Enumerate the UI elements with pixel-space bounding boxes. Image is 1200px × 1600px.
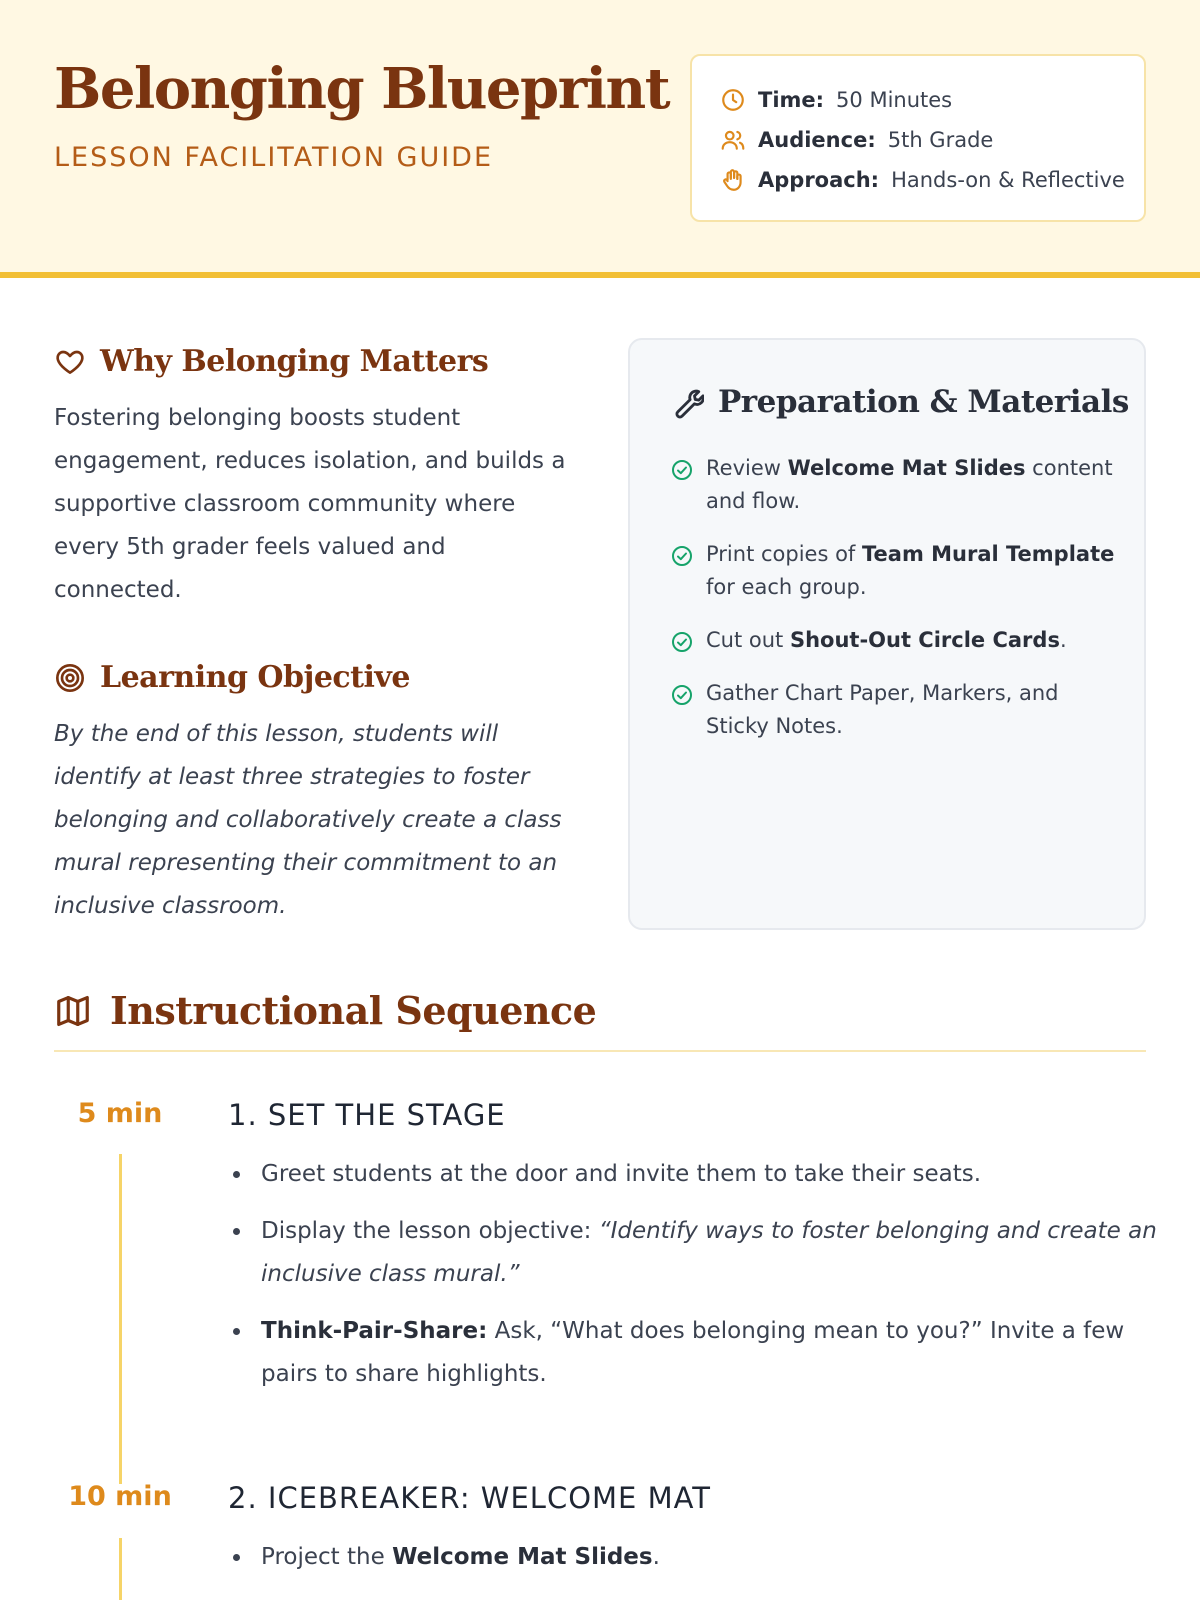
page-title: Belonging Blueprint	[54, 56, 670, 122]
check-circle-icon	[670, 458, 694, 482]
section-divider	[54, 1050, 1146, 1052]
page-subtitle: LESSON FACILITATION GUIDE	[54, 142, 494, 173]
why-text: Fostering belonging boosts student engagement, reduces isolation, and builds a supportive classroom community where every 5th grader feels valued and connected.	[54, 405, 566, 603]
step-title: 1. SET THE STAGE	[228, 1098, 506, 1132]
meta-audience	[720, 120, 1144, 160]
why-heading	[54, 344, 488, 379]
wrench-icon	[670, 385, 704, 419]
map-icon	[54, 992, 92, 1030]
prep-heading	[670, 384, 1129, 420]
prep-list	[670, 452, 1120, 763]
check-circle-icon	[670, 544, 694, 568]
objective-text: By the end of this lesson, students will identify at least three strategies to foster belonging and collaboratively create a class mural representing their commitment to an inclusive classroom.	[54, 721, 562, 919]
step-bullet: Think-Pair-Share: Ask, “What does belonging mean to you?” Invite a few pairs to share highlights.	[228, 1310, 1158, 1396]
meta-time-label: Time:	[758, 88, 825, 112]
users-icon	[720, 127, 746, 153]
prep-item: Gather Chart Paper, Markers, and Sticky Notes.	[670, 677, 1120, 743]
why-title: Why Belonging Matters	[100, 344, 489, 379]
prep-item: Cut out Shout-Out Circle Cards.	[670, 624, 1120, 657]
step-time: 10 min	[68, 1481, 172, 1512]
objective-heading	[54, 660, 410, 695]
step-bullets	[228, 1153, 1158, 1410]
heart-icon	[54, 346, 86, 378]
prep-item: Print copies of Team Mural Template for each group.	[670, 538, 1120, 604]
prep-title: Preparation & Materials	[718, 384, 1129, 420]
step-bullet: Project the Welcome Mat Slides.	[228, 1536, 1158, 1579]
meta-approach-label: Approach:	[758, 168, 880, 192]
meta-time	[720, 80, 1144, 120]
sequence-title: Instructional Sequence	[110, 988, 597, 1033]
prep-item: Review Welcome Mat Slides content and flow.	[670, 452, 1120, 518]
check-circle-icon	[670, 630, 694, 654]
step-bullets	[228, 1536, 1158, 1593]
meta-audience-label: Audience:	[758, 128, 876, 152]
header	[0, 0, 1200, 278]
step-title: 2. ICEBREAKER: WELCOME MAT	[228, 1481, 711, 1515]
timeline-line	[119, 1154, 122, 1484]
meta-time-value: 50 Minutes	[836, 88, 953, 112]
hand-icon	[720, 167, 746, 193]
meta-approach	[720, 160, 1144, 200]
check-circle-icon	[670, 683, 694, 707]
lesson-meta-card	[690, 54, 1146, 222]
clock-icon	[720, 87, 746, 113]
target-icon	[54, 662, 86, 694]
step-bullet: Display the lesson objective: “Identify ways to foster belonging and create an inclusive class mural.”	[228, 1210, 1158, 1296]
sequence-heading	[54, 988, 596, 1033]
step-bullet: Greet students at the door and invite them to take their seats.	[228, 1153, 1158, 1196]
objective-title: Learning Objective	[100, 660, 410, 695]
meta-audience-value: 5th Grade	[887, 128, 994, 152]
meta-approach-value: Hands-on & Reflective	[891, 168, 1125, 192]
timeline-line	[119, 1538, 122, 1600]
step-time: 5 min	[77, 1098, 163, 1129]
preparation-card	[628, 338, 1146, 930]
